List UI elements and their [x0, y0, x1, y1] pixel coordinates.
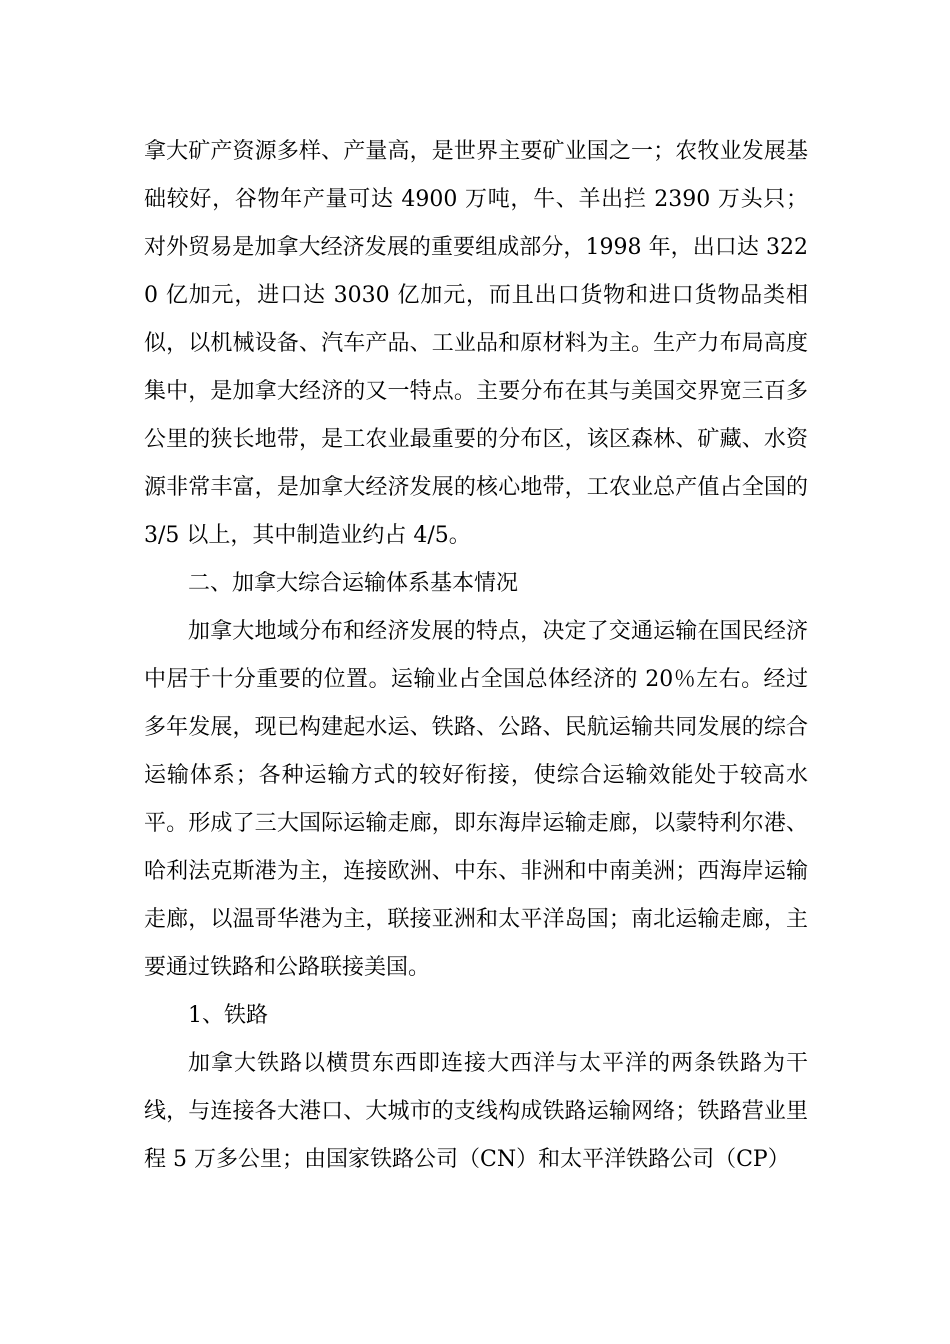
paragraph-transport-overview: 加拿大地域分布和经济发展的特点，决定了交通运输在国民经济中居于十分重要的位置。运输业占全国总体经济的 20％左右。经过多年发展，现已构建起水运、铁路、公路、民航运输共同发展的综合运输体系；各种运输方式的较好衔接，使综合运输效能处于较高水平。形成了三大国际运输走廊，即东海岸运输走廊，以蒙特利尔港、哈利法克斯港为主，连接欧洲、中东、非洲和中南美洲；西海岸运输走廊，以温哥华港为主，联接亚洲和太平洋岛国；南北运输走廊，主要通过铁路和公路联接美国。 — [144, 619, 808, 980]
section-heading-transport-system: 二、加拿大综合运输体系基本情况 — [188, 571, 519, 596]
paragraph-canada-economy: 拿大矿产资源多样、产量高，是世界主要矿业国之一；农牧业发展基础较好，谷物年产量可达 4900 万吨，牛、羊出拦 2390 万头只；对外贸易是加拿大经济发展的重要组成部分，1998 年，出口达 3220 亿加元，进口达 3030 亿加元，而且出口货物和进口货物品类相似，以机械设备、汽车产品、工业品和原材料为主。生产力布局高度集中，是加拿大经济的又一特点。主要分布在其与美国交界宽三百多公里的狭长地带，是工农业最重要的分布区，该区森林、矿藏、水资源非常丰富，是加拿大经济发展的核心地带，工农业总产值占全国的 3/5 以上，其中制造业约占 4/5。 — [144, 139, 808, 548]
document-body — [144, 128, 808, 1184]
paragraph-railway-overview: 加拿大铁路以横贯东西即连接大西洋与太平洋的两条铁路为干线，与连接各大港口、大城市的支线构成铁路运输网络；铁路营业里程 5 万多公里；由国家铁路公司（CN）和太平洋铁路公司（CP） — [144, 1051, 808, 1172]
subsection-heading-railway: 1、铁路 — [188, 1003, 268, 1028]
